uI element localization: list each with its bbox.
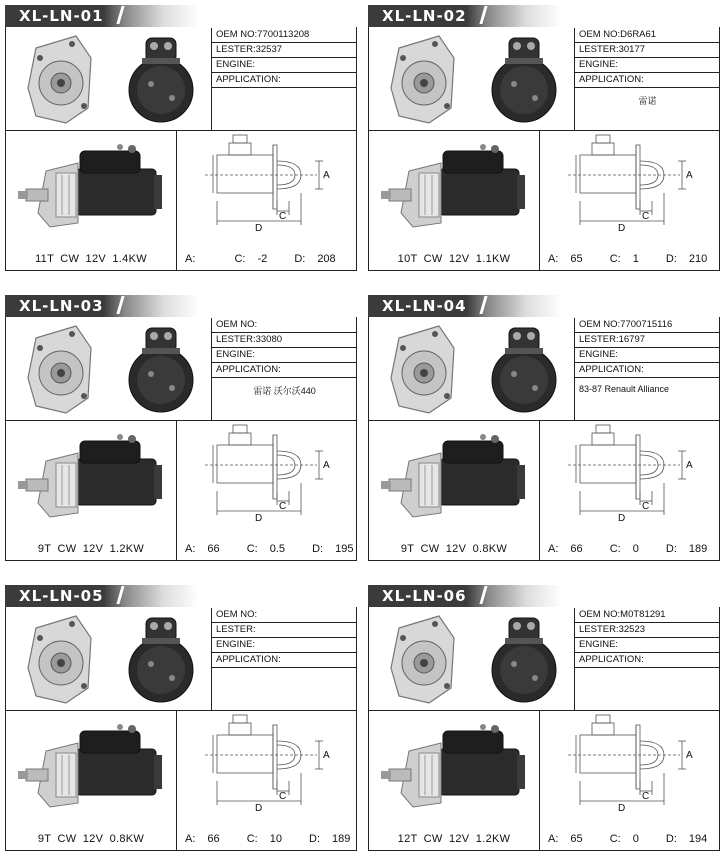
header-slash — [116, 6, 124, 24]
starter-rear-view — [492, 38, 556, 122]
header-slash — [479, 296, 487, 314]
lester-row — [575, 43, 720, 58]
oem-row — [212, 318, 357, 333]
dim-d: D: 194 — [665, 833, 708, 845]
oem-label: OEM NO: — [579, 609, 621, 620]
starter-front-view — [28, 36, 91, 123]
model-number: XL-LN-06 — [382, 587, 467, 605]
product-photo-top — [6, 608, 212, 711]
engine-label: ENGINE: — [216, 639, 256, 650]
diagram-label-c: C — [642, 211, 650, 222]
starter-side-view — [381, 144, 525, 227]
starter-front-view — [391, 36, 454, 123]
model-header — [368, 585, 720, 607]
diagram-label-c: C — [279, 211, 287, 222]
dimension-diagram — [177, 131, 357, 241]
oem-label: OEM NO: — [216, 29, 258, 40]
diagram-label-d: D — [618, 223, 626, 234]
dim-a: A: — [185, 253, 196, 265]
diagram-label-a: A — [686, 170, 693, 181]
application-row — [575, 363, 720, 378]
model-number: XL-LN-05 — [19, 587, 104, 605]
header-slash — [479, 6, 487, 24]
dimension-values — [548, 833, 720, 845]
oem-row — [575, 608, 720, 623]
dim-a: A: 65 — [548, 253, 583, 265]
model-number: XL-LN-04 — [382, 297, 467, 315]
starter-front-view — [391, 616, 454, 703]
dim-d: D: 208 — [294, 253, 336, 265]
diagram-label-d: D — [255, 513, 263, 524]
application-label: APPLICATION: — [216, 654, 281, 665]
model-number: XL-LN-01 — [19, 7, 104, 25]
dimension-diagram — [177, 421, 357, 531]
starter-side-view — [18, 144, 162, 227]
application-label: APPLICATION: — [579, 364, 644, 375]
lester-label: LESTER: — [579, 334, 619, 345]
diagram-label-a: A — [323, 750, 330, 761]
product-photo-main — [6, 131, 177, 271]
engine-row — [575, 638, 720, 653]
oem-label: OEM NO: — [579, 319, 621, 330]
product-photo-top — [369, 608, 575, 711]
diagram-label-c: C — [279, 501, 287, 512]
dim-d: D: 210 — [665, 253, 708, 265]
application-note: 83-87 Renault Alliance — [579, 384, 670, 394]
product-photo-main — [6, 711, 177, 851]
dim-d: D: 189 — [309, 833, 351, 845]
application-note — [212, 88, 357, 100]
spec-line: 10T CW 12V 1.1KW — [397, 253, 511, 265]
engine-row — [212, 58, 357, 73]
engine-row — [575, 348, 720, 363]
product-card — [368, 5, 720, 271]
starter-rear-view — [129, 328, 193, 412]
diagram-label-d: D — [618, 803, 626, 814]
diagram-label-d: D — [618, 513, 626, 524]
lester-value: 30177 — [618, 44, 646, 55]
dimension-panel — [540, 421, 720, 561]
info-table — [575, 28, 720, 131]
dimension-panel — [177, 131, 357, 271]
diagram-label-d: D — [255, 803, 263, 814]
application-label: APPLICATION: — [579, 654, 644, 665]
engine-label: ENGINE: — [579, 349, 619, 360]
spec-line: 12T CW 12V 1.2KW — [397, 833, 511, 845]
spec-line: 9T CW 12V 0.8KW — [37, 833, 145, 845]
application-label: APPLICATION: — [216, 74, 281, 85]
product-card — [5, 5, 357, 271]
dimension-diagram — [540, 131, 720, 241]
lester-label: LESTER: — [579, 44, 619, 55]
starter-front-view — [28, 326, 91, 413]
dim-c: C: 10 — [246, 833, 282, 845]
lester-label: LESTER: — [579, 624, 619, 635]
model-header — [368, 295, 720, 317]
dimension-values — [185, 543, 377, 555]
diagram-label-c: C — [279, 791, 287, 802]
oem-row — [212, 608, 357, 623]
info-table — [575, 608, 720, 711]
dim-c: C: 0 — [609, 833, 639, 845]
oem-value: 7700113208 — [257, 29, 310, 40]
application-row — [575, 73, 720, 88]
application-note: 雷诺 沃尔沃440 — [253, 386, 316, 396]
starter-front-view — [28, 616, 91, 703]
diagram-label-a: A — [686, 750, 693, 761]
dim-c: C: 1 — [609, 253, 639, 265]
model-number: XL-LN-03 — [19, 297, 104, 315]
engine-row — [212, 348, 357, 363]
product-card — [368, 585, 720, 851]
application-row — [212, 73, 357, 88]
lester-value: 32537 — [255, 44, 283, 55]
dimension-values — [185, 833, 374, 845]
info-table — [212, 28, 357, 131]
oem-value: M0T81291 — [620, 609, 666, 620]
lester-label: LESTER: — [216, 44, 256, 55]
spec-line: 11T CW 12V 1.4KW — [35, 253, 147, 265]
dimension-panel — [177, 421, 357, 561]
lester-value: 32523 — [618, 624, 646, 635]
product-card — [368, 295, 720, 561]
oem-row — [575, 28, 720, 43]
dim-a: A: 66 — [185, 833, 220, 845]
diagram-label-a: A — [323, 170, 330, 181]
lester-value: 16797 — [618, 334, 646, 345]
lester-row — [212, 623, 357, 638]
diagram-label-c: C — [642, 791, 650, 802]
dimension-values — [548, 543, 720, 555]
product-photo-main — [369, 131, 540, 271]
starter-side-view — [381, 434, 525, 517]
dim-d: D: 195 — [312, 543, 354, 555]
engine-label: ENGINE: — [579, 639, 619, 650]
application-note: 雷诺 — [638, 96, 657, 106]
starter-rear-view — [492, 328, 556, 412]
engine-label: ENGINE: — [216, 349, 256, 360]
diagram-label-c: C — [642, 501, 650, 512]
dimension-diagram — [177, 711, 357, 821]
diagram-label-a: A — [686, 460, 693, 471]
oem-label: OEM NO: — [579, 29, 621, 40]
application-label: APPLICATION: — [216, 364, 281, 375]
oem-value: D6RA61 — [620, 29, 657, 40]
application-row — [212, 653, 357, 668]
product-photo-top — [6, 318, 212, 421]
dimension-diagram — [540, 421, 720, 531]
engine-row — [575, 58, 720, 73]
product-photo-main — [6, 421, 177, 561]
lester-row — [575, 623, 720, 638]
dimension-values — [548, 253, 720, 265]
lester-label: LESTER: — [216, 334, 256, 345]
dim-a: A: 66 — [548, 543, 583, 555]
application-row — [212, 363, 357, 378]
model-number: XL-LN-02 — [382, 7, 467, 25]
dim-a: A: 66 — [185, 543, 220, 555]
engine-row — [212, 638, 357, 653]
oem-label: OEM NO: — [216, 319, 258, 330]
dim-c: C: 0.5 — [246, 543, 286, 555]
dim-c: C: -2 — [234, 253, 268, 265]
spec-line: 9T CW 12V 0.8KW — [400, 543, 508, 555]
starter-side-view — [381, 724, 525, 807]
info-table — [575, 318, 720, 421]
lester-label: LESTER: — [216, 624, 256, 635]
model-header — [5, 585, 357, 607]
dimension-values — [185, 253, 360, 265]
diagram-label-d: D — [255, 223, 263, 234]
lester-row — [212, 43, 357, 58]
product-photo-top — [369, 28, 575, 131]
product-photo-top — [369, 318, 575, 421]
product-card — [5, 295, 357, 561]
info-table — [212, 318, 357, 421]
application-row — [575, 653, 720, 668]
application-note — [575, 668, 720, 680]
starter-rear-view — [129, 38, 193, 122]
engine-label: ENGINE: — [216, 59, 256, 70]
application-label: APPLICATION: — [579, 74, 644, 85]
engine-label: ENGINE: — [579, 59, 619, 70]
model-header — [5, 295, 357, 317]
header-slash — [116, 586, 124, 604]
model-header — [368, 5, 720, 27]
dimension-panel — [540, 711, 720, 851]
model-header — [5, 5, 357, 27]
dim-d: D: 189 — [665, 543, 708, 555]
starter-front-view — [391, 326, 454, 413]
lester-row — [575, 333, 720, 348]
dim-c: C: 0 — [609, 543, 639, 555]
oem-row — [212, 28, 357, 43]
dim-a: A: 65 — [548, 833, 583, 845]
spec-line: 9T CW 12V 1.2KW — [37, 543, 145, 555]
starter-side-view — [18, 434, 162, 517]
product-card — [5, 585, 357, 851]
application-note — [212, 668, 357, 680]
header-slash — [116, 296, 124, 314]
header-slash — [479, 586, 487, 604]
oem-row — [575, 318, 720, 333]
oem-label: OEM NO: — [216, 609, 258, 620]
product-photo-main — [369, 421, 540, 561]
product-photo-main — [369, 711, 540, 851]
lester-row — [212, 333, 357, 348]
oem-value: 7700715116 — [620, 319, 673, 330]
dimension-panel — [540, 131, 720, 271]
diagram-label-a: A — [323, 460, 330, 471]
starter-rear-view — [492, 618, 556, 702]
starter-rear-view — [129, 618, 193, 702]
info-table — [212, 608, 357, 711]
product-photo-top — [6, 28, 212, 131]
lester-value: 33080 — [255, 334, 283, 345]
dimension-diagram — [540, 711, 720, 821]
starter-side-view — [18, 724, 162, 807]
dimension-panel — [177, 711, 357, 851]
